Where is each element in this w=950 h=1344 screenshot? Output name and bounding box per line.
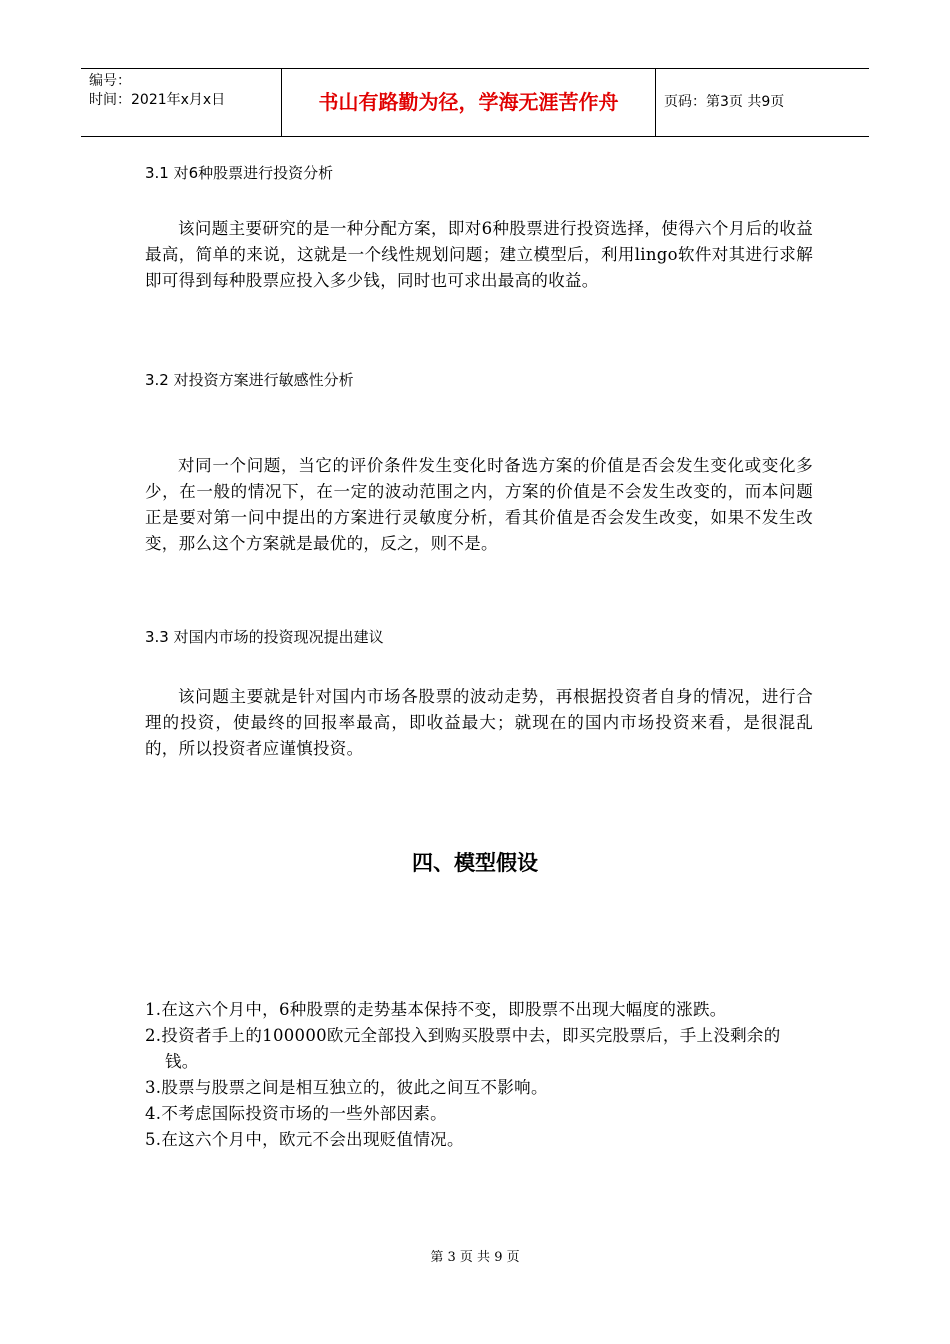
chapter-title: 四、模型假设 [412,851,538,875]
header-motto: 书山有路勤为径，学海无涯苦作舟 [281,69,656,136]
section-title-3-1: 3.1 对6种股票进行投资分析 [145,164,334,182]
section-title-3-2: 3.2 对投资方案进行敏感性分析 [145,371,354,389]
header-left-cell [81,69,281,136]
list-item: 1.在这六个月中，6种股票的走势基本保持不变，即股票不出现大幅度的涨跌。 [145,1000,727,1019]
paragraph-text: 该问题主要研究的是一种分配方案，即对6种股票进行投资选择，使得六个月后的收益最高，简单的来说，这就是一个线性规划问题；建立模型后，利用lingo软件对其进行求解即可得到每种股票应投入多少钱，同时也可求出最高的收益。 [145,219,813,290]
date-label: 时间：2021年x月x日 [89,92,226,108]
section-paragraph-3-1 [145,216,813,294]
number-label: 编号： [89,73,131,89]
header-page-info: 页码：第3页 共9页 [664,94,785,110]
paragraph-text: 该问题主要就是针对国内市场各股票的波动走势，再根据投资者自身的情况，进行合理的投资，使最终的回报率最高，即收益最大；就现在的国内市场投资来看，是很混乱的，所以投资者应谨慎投资。 [145,687,813,758]
list-item: 5.在这六个月中，欧元不会出现贬值情况。 [145,1130,464,1149]
page-header [81,68,869,137]
section-paragraph-3-3 [145,684,813,762]
section-title-3-3: 3.3 对国内市场的投资现况提出建议 [145,628,384,646]
list-item: 3.股票与股票之间是相互独立的，彼此之间互不影响。 [145,1078,548,1097]
list-item: 4.不考虑国际投资市场的一些外部因素。 [145,1104,447,1123]
page-footer: 第 3 页 共 9 页 [430,1250,520,1265]
list-item: 2.投资者手上的100000欧元全部投入到购买股票中去，即买完股票后，手上没剩余的钱。 [145,1026,781,1071]
paragraph-text: 对同一个问题，当它的评价条件发生变化时备选方案的价值是否会发生变化或变化多少，在一般的情况下，在一定的波动范围之内，方案的价值是不会发生改变的，而本问题正是要对第一问中提出的方案进行灵敏度分析，看其价值是否会发生改变，如果不发生改变，那么这个方案就是最优的，反之，则不是。 [145,456,813,553]
assumption-list [145,997,813,1153]
section-paragraph-3-2 [145,453,813,557]
